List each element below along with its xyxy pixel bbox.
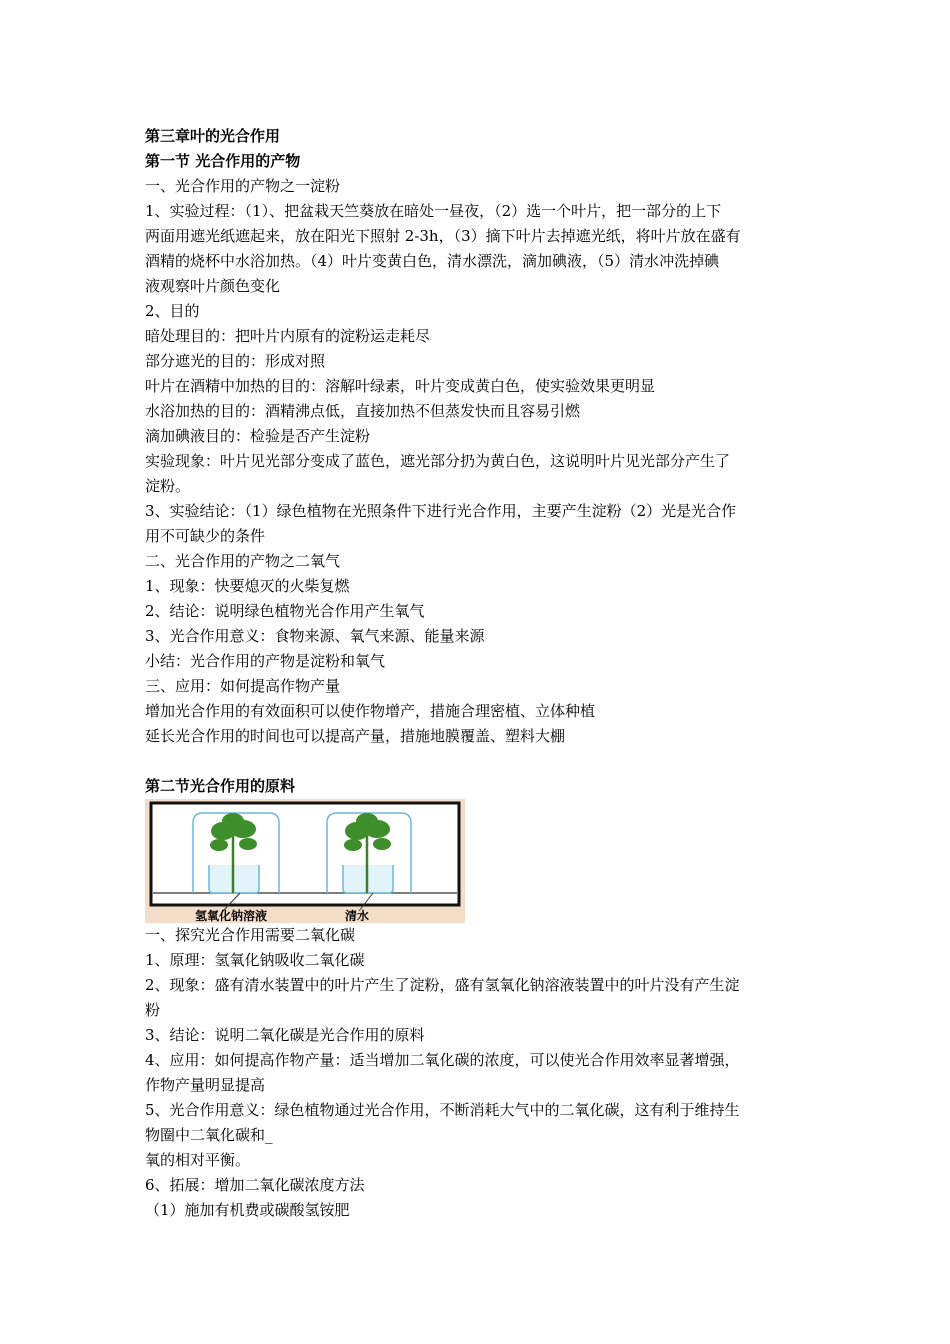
purpose-title: 2、目的: [145, 302, 200, 320]
part3-line: 延长光合作用的时间也可以提高产量，措施地膜覆盖、塑料大棚: [145, 727, 566, 745]
conclusion-line: 用不可缺少的条件: [145, 527, 266, 545]
section2-line: 氧的相对平衡。: [145, 1151, 251, 1169]
part2-line: 2、结论：说明绿色植物光合作用产生氧气: [145, 602, 425, 620]
figure-label-right: 清水: [344, 909, 370, 923]
purpose-line: 部分遮光的目的：形成对照: [145, 352, 326, 370]
section2-line: 粉: [145, 1001, 161, 1019]
section2-line: 5、光合作用意义：绿色植物通过光合作用，不断消耗大气中的二氧化碳，这有利于维持生: [145, 1101, 740, 1119]
section1-title: 第一节 光合作用的产物: [145, 152, 301, 170]
part2-line: 小结：光合作用的产物是淀粉和氧气: [145, 652, 386, 670]
part2-line: 1、现象：快要熄灭的火柴复燃: [145, 577, 350, 595]
purpose-line: 淀粉。: [145, 477, 191, 495]
purpose-line: 实验现象：叶片见光部分变成了蓝色，遮光部分扔为黄白色，这说明叶片见光部分产生了: [145, 452, 731, 470]
section2-title: 第二节光合作用的原料: [145, 777, 296, 795]
process-line: 液观察叶片颜色变化: [145, 277, 281, 295]
purpose-line: 暗处理目的：把叶片内原有的淀粉运走耗尽: [145, 327, 431, 345]
process-line: 酒精的烧杯中水浴加热。（4）叶片变黄白色，清水漂洗，滴加碘液，（5）清水冲洗掉碘: [145, 252, 720, 270]
purpose-line: 滴加碘液目的：检验是否产生淀粉: [145, 427, 371, 445]
section2-line: 1、原理：氢氧化钠吸收二氧化碳: [145, 951, 365, 969]
process-line: 两面用遮光纸遮起来，放在阳光下照射 2-3h，（3）摘下叶片去掉遮光纸，将叶片放在盛有: [145, 227, 741, 245]
part1-title: 一、光合作用的产物之一淀粉: [145, 177, 341, 195]
part3-line: 增加光合作用的有效面积可以使作物增产，措施合理密植、立体种植: [145, 702, 596, 720]
purpose-line: 水浴加热的目的：酒精沸点低，直接加热不但蒸发快而且容易引燃: [145, 402, 581, 420]
part3-line: 三、应用：如何提高作物产量: [145, 677, 341, 695]
part2-line: 3、光合作用意义：食物来源、氧气来源、能量来源: [145, 627, 485, 645]
section2-line: 6、拓展：增加二氧化碳浓度方法: [145, 1176, 365, 1194]
experiment-figure: [145, 799, 465, 923]
figure-label-left: 氢氧化钠溶液: [194, 909, 268, 923]
section2-line: （1）施加有机费或碳酸氢铵肥: [145, 1201, 350, 1219]
section2-line: 作物产量明显提高: [145, 1076, 266, 1094]
section2-line: 一、探究光合作用需要二氧化碳: [145, 926, 356, 944]
section2-line: 4、应用：如何提高作物产量：适当增加二氧化碳的浓度，可以使光合作用效率显著增强，: [145, 1051, 740, 1069]
experiment-illustration: [145, 799, 465, 923]
section2-line: 3、结论：说明二氧化碳是光合作用的原料: [145, 1026, 425, 1044]
chapter-title: 第三章叶的光合作用: [145, 127, 281, 145]
document-page: [145, 124, 815, 1223]
figure-frame: [151, 803, 459, 905]
process-line: 1、实验过程：（1）、把盆栽天竺葵放在暗处一昼夜，（2）选一个叶片，把一部分的上下: [145, 202, 722, 220]
section2-line: 物圈中二氧化碳和_: [145, 1126, 273, 1144]
conclusion-line: 3、实验结论：（1）绿色植物在光照条件下进行光合作用，主要产生淀粉（2）光是光合作: [145, 502, 737, 520]
part2-line: 二、光合作用的产物之二氧气: [145, 552, 341, 570]
purpose-line: 叶片在酒精中加热的目的：溶解叶绿素，叶片变成黄白色，使实验效果更明显: [145, 377, 656, 395]
section2-line: 2、现象：盛有清水装置中的叶片产生了淀粉，盛有氢氧化钠溶液装置中的叶片没有产生淀: [145, 976, 740, 994]
